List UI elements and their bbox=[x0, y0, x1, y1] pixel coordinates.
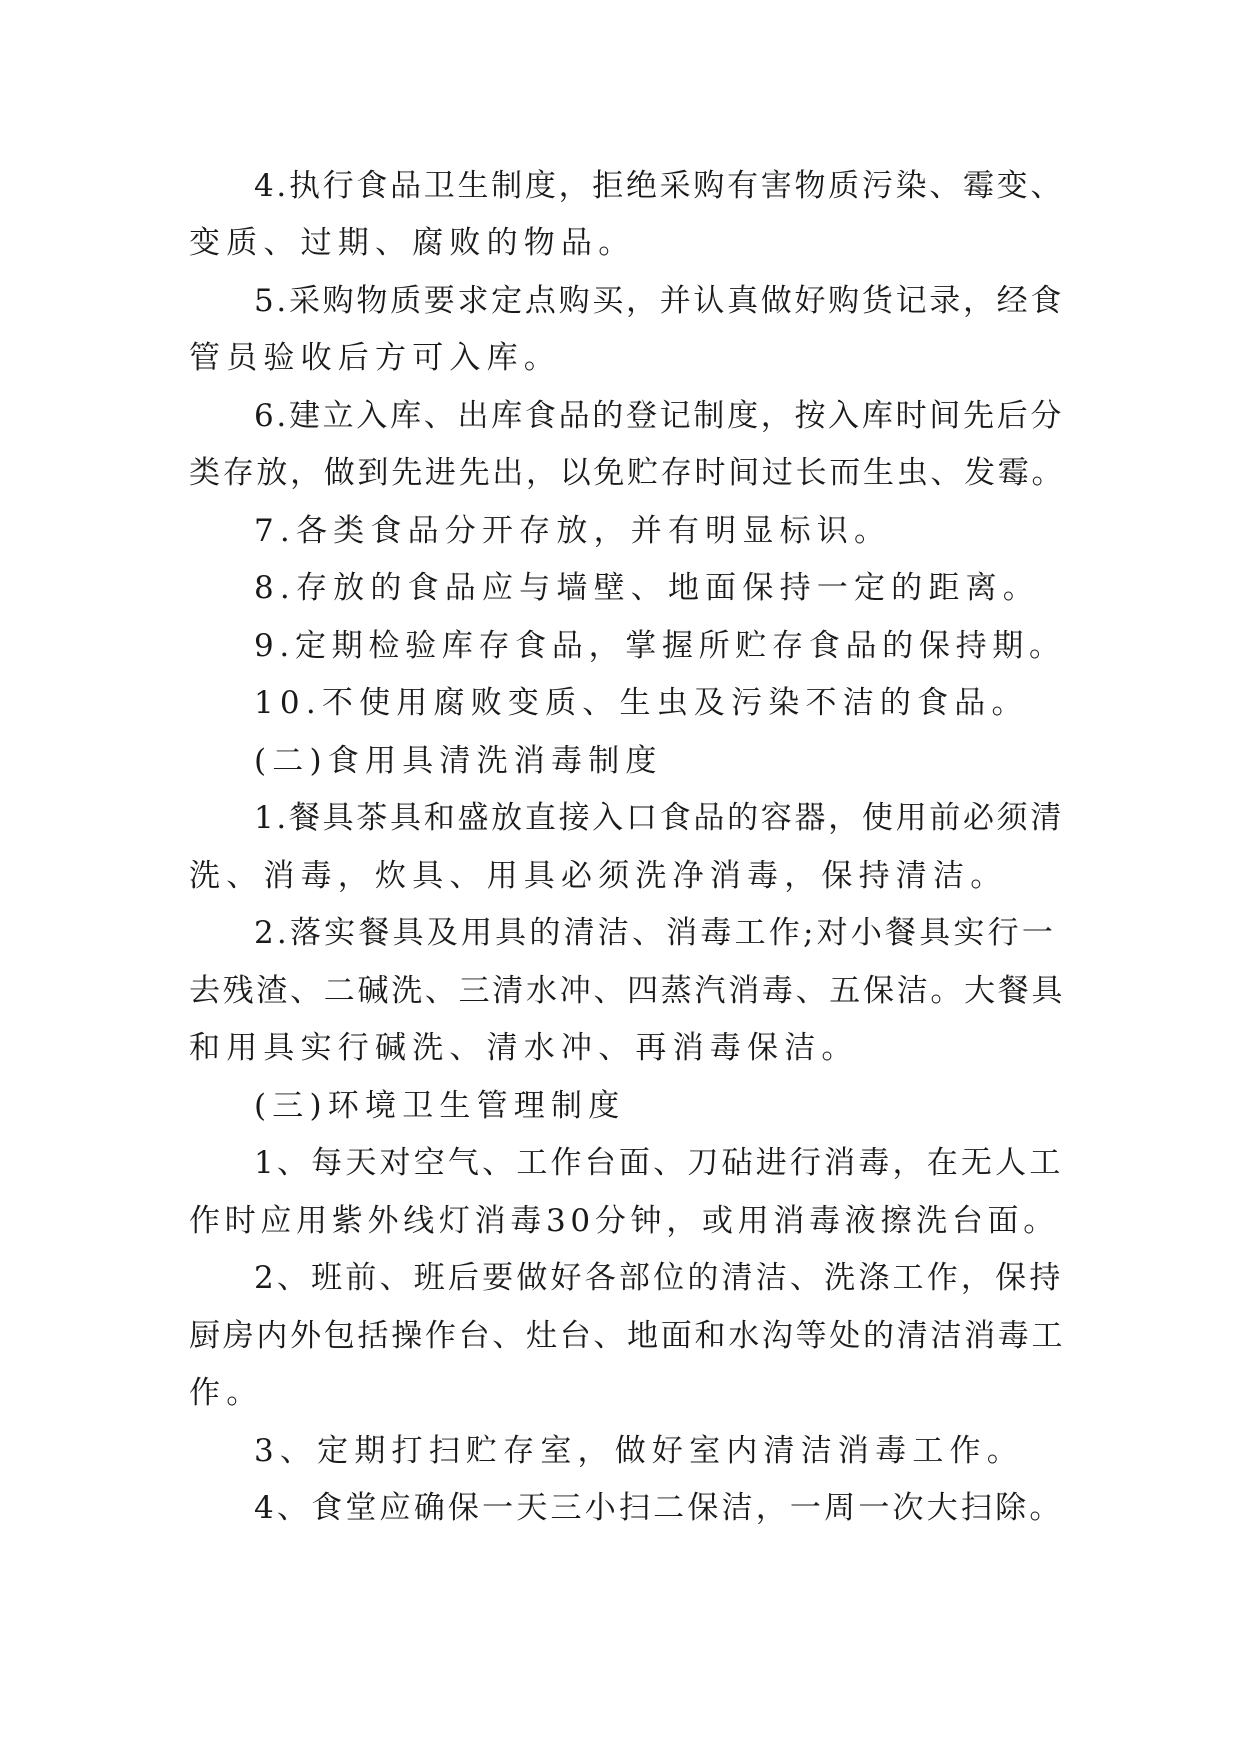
paragraph-line: 9.定期检验库存食品，掌握所贮存食品的保持期。 bbox=[254, 628, 1066, 664]
paragraph-line: 4、食堂应确保一天三小扫二保洁，一周一次大扫除。 bbox=[254, 1490, 1064, 1526]
paragraph-line: 管员验收后方可入库。 bbox=[189, 340, 561, 376]
paragraph-line: 去残渣、二碱洗、三清水冲、四蒸汽消毒、五保洁。大餐具 bbox=[189, 973, 1066, 1009]
paragraph-line: 变质、过期、腐败的物品。 bbox=[189, 225, 636, 261]
paragraph-line: 4.执行食品卫生制度，拒绝采购有害物质污染、霉变、 bbox=[254, 168, 1065, 204]
paragraph-line: 厨房内外包括操作台、灶台、地面和水沟等处的清洁消毒工 bbox=[189, 1318, 1066, 1354]
paragraph-line: 和用具实行碱洗、清水冲、再消毒保洁。 bbox=[189, 1030, 859, 1066]
paragraph-line: 7.各类食品分开存放，并有明显标识。 bbox=[254, 513, 892, 549]
paragraph-line: 作时应用紫外线灯消毒30分钟，或用消毒液擦洗台面。 bbox=[189, 1203, 1059, 1239]
paragraph-line: 1.餐具茶具和盛放直接入口食品的容器，使用前必须清 bbox=[254, 800, 1065, 836]
section-heading: (二)食用具清洗消毒制度 bbox=[254, 743, 663, 779]
paragraph-line: 2.落实餐具及用具的清洁、消毒工作;对小餐具实行一 bbox=[254, 915, 1057, 951]
paragraph-line: 5.采购物质要求定点购买，并认真做好购货记录，经食 bbox=[254, 283, 1065, 319]
paragraph-line: 1、每天对空气、工作台面、刀砧进行消毒，在无人工 bbox=[254, 1145, 1064, 1181]
paragraph-line: 洗、消毒，炊具、用具必须洗净消毒，保持清洁。 bbox=[189, 858, 1008, 894]
section-heading: (三)环境卫生管理制度 bbox=[254, 1088, 626, 1124]
paragraph-line: 作。 bbox=[189, 1375, 264, 1411]
paragraph-line: 10.不使用腐败变质、生虫及污染不洁的食品。 bbox=[254, 685, 1029, 721]
paragraph-line: 2、班前、班后要做好各部位的清洁、洗涤工作，保持 bbox=[254, 1260, 1064, 1296]
paragraph-line: 8.存放的食品应与墙壁、地面保持一定的距离。 bbox=[254, 570, 1040, 606]
paragraph-line: 6.建立入库、出库食品的登记制度，按入库时间先后分 bbox=[254, 398, 1065, 434]
paragraph-line: 3、定期打扫贮存室，做好室内清洁消毒工作。 bbox=[254, 1433, 1024, 1469]
paragraph-line: 类存放，做到先进先出，以免贮存时间过长而生虫、发霉。 bbox=[189, 455, 1066, 491]
